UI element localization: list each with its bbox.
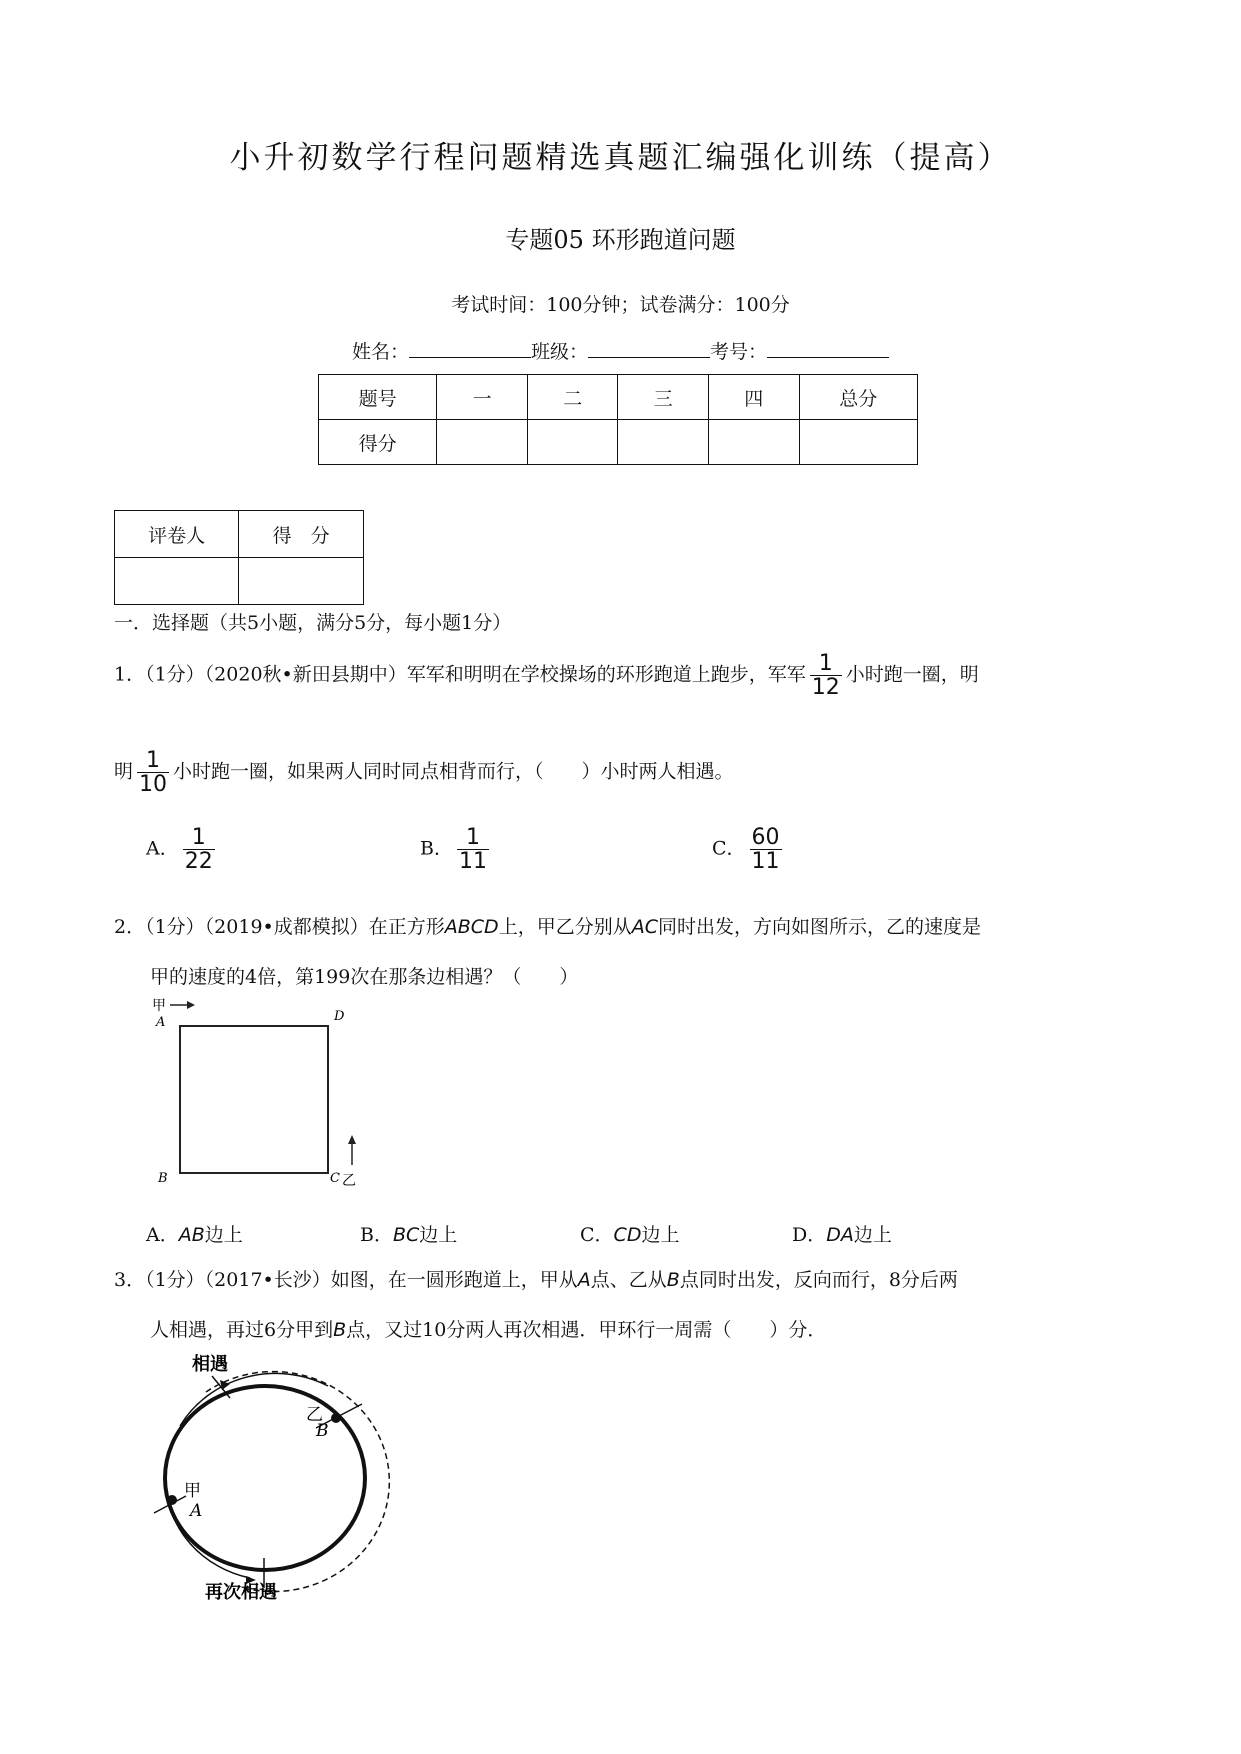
label-yi: 乙 [342,1173,356,1189]
option-suffix: 边上 [204,1224,243,1246]
q1-stem-part2: 小时跑一圈，明 [845,663,979,686]
q3-stem-p3: 点同时出发，反向而行，8分后两 [679,1269,958,1291]
option-segment: AB [178,1224,205,1246]
score-cell[interactable] [437,420,528,465]
score-header-cell: 四 [709,375,800,420]
number-blank[interactable] [767,339,889,358]
jia-return-arc [166,1483,250,1578]
score-cell[interactable] [709,420,800,465]
jia-arrow-head [187,1001,195,1009]
question-3-line-2 [150,1315,826,1342]
q1-stem-part1: 1．（1分）（2020秋•新田县期中）军军和明明在学校操场的环形跑道上跑步，军军 [114,663,806,686]
q2-option-a[interactable] [146,1220,243,1247]
label-yi: 乙 [306,1405,323,1425]
option-segment: DA [826,1224,854,1246]
section-heading: 一．选择题（共5小题，满分5分，每小题1分） [114,612,512,634]
q2-stem-p3: 同时出发，方向如图所示，乙的速度是 [657,916,981,938]
option-label: D． [792,1224,827,1246]
square-figure [146,995,386,1195]
score-row-label: 得分 [319,420,437,465]
score-header-cell: 二 [527,375,618,420]
q1-line2-post: 小时跑一圈，如果两人同时同点相背而行，（ ）小时两人相遇。 [173,760,734,783]
q1-line2-pre: 明 [114,760,134,783]
q1-option-c[interactable] [712,826,786,873]
frac-denominator: 12 [811,675,840,701]
frac-numerator: 1 [146,748,161,773]
score-table-header-row [319,375,918,420]
score-table [318,374,918,465]
option-suffix: 边上 [641,1224,680,1246]
question-3-line-1 [114,1265,958,1292]
option-label: C． [580,1224,614,1246]
frac-denominator: 22 [184,849,213,875]
number-label: 考号： [710,341,768,363]
grader-header-row [115,511,364,558]
q2-points-ac: AC [631,916,658,938]
question-1-line-2 [114,749,734,796]
label-meet: 相遇 [192,1354,228,1375]
class-label: 班级： [530,341,588,363]
student-info-line [0,337,1241,364]
grader-cell[interactable] [239,558,364,605]
option-label: B． [360,1224,393,1246]
vertex-b: B [158,1171,168,1186]
q2-option-d[interactable] [792,1220,892,1247]
option-fraction [750,826,782,873]
vertex-d: D [334,1009,345,1024]
q2-option-c[interactable] [580,1220,679,1247]
question-1-line-1 [114,652,979,699]
label-point-a: A [190,1501,203,1521]
score-cell[interactable] [527,420,618,465]
frac-numerator: 60 [751,825,780,850]
score-header-cell: 总分 [799,375,917,420]
q2-stem-p2: 上，甲乙分别从 [498,916,632,938]
point-a-dot [167,1495,177,1505]
q3-line2-p1: 人相遇，再过6分甲到 [150,1319,334,1341]
label-jia: 甲 [152,998,166,1014]
option-fraction [183,826,215,873]
point-b-dot [331,1413,341,1423]
option-fraction [457,826,489,873]
option-segment: BC [392,1224,420,1246]
frac-denominator: 10 [139,772,168,798]
vertex-a: A [156,1015,166,1030]
option-label: B． [420,837,453,860]
q1-option-b[interactable] [420,826,493,873]
score-cell[interactable] [799,420,917,465]
option-label: A． [146,837,179,860]
grader-header-cell: 得 分 [239,511,364,558]
page-subtitle: 专题05 环形跑道问题 [505,226,736,254]
q2-square-name: ABCD [444,916,499,938]
score-cell[interactable] [618,420,709,465]
q3-point-b2: B [333,1319,347,1341]
label-meet-again: 再次相遇 [205,1582,277,1603]
score-table-row [319,420,918,465]
label-jia: 甲 [184,1481,201,1501]
option-label: C． [712,837,746,860]
q3-stem-p1: 3．（1分）（2017•长沙）如图，在一圆形跑道上，甲从 [114,1269,578,1291]
frac-numerator: 1 [818,651,833,676]
q2-option-b[interactable] [360,1220,457,1247]
class-blank[interactable] [588,339,710,358]
q3-line2-p2: 点，又过10分两人再次相遇．甲环行一周需（ ）分． [346,1319,827,1341]
score-header-cell: 题号 [319,375,437,420]
exam-info: 考试时间：100分钟；试卷满分：100分 [451,294,790,316]
q1-fraction-b [137,749,169,796]
label-point-b: B [316,1421,329,1441]
question-2-line-1 [114,912,981,939]
frac-denominator: 11 [751,849,780,875]
q1-option-a[interactable] [146,826,219,873]
option-suffix: 边上 [419,1224,458,1246]
q2-stem-p1: 2．（1分）（2019•成都模拟）在正方形 [114,916,445,938]
square-outline [180,1026,328,1173]
q3-point-a: A [577,1269,591,1291]
q3-point-b: B [666,1269,680,1291]
q3-stem-p2: 点、乙从 [590,1269,667,1291]
option-suffix: 边上 [853,1224,892,1246]
q1-fraction-a [810,652,842,699]
option-label: A． [146,1224,179,1246]
question-2-line-2: 甲的速度的4倍，第199次在那条边相遇？（ ） [150,966,579,988]
name-blank[interactable] [409,339,531,358]
grader-cell[interactable] [115,558,239,605]
grader-row [115,558,364,605]
name-label: 姓名： [351,341,409,363]
page-title: 小升初数学行程问题精选真题汇编强化训练（提高） [229,140,1012,176]
yi-arrow-head [348,1135,356,1144]
grader-table [114,510,364,605]
option-segment: CD [613,1224,642,1246]
frac-numerator: 1 [465,825,480,850]
frac-numerator: 1 [191,825,206,850]
frac-denominator: 11 [458,849,487,875]
vertex-c: C [330,1171,340,1186]
grader-header-cell: 评卷人 [115,511,239,558]
score-header-cell: 一 [437,375,528,420]
score-header-cell: 三 [618,375,709,420]
circular-track-figure [140,1348,400,1604]
